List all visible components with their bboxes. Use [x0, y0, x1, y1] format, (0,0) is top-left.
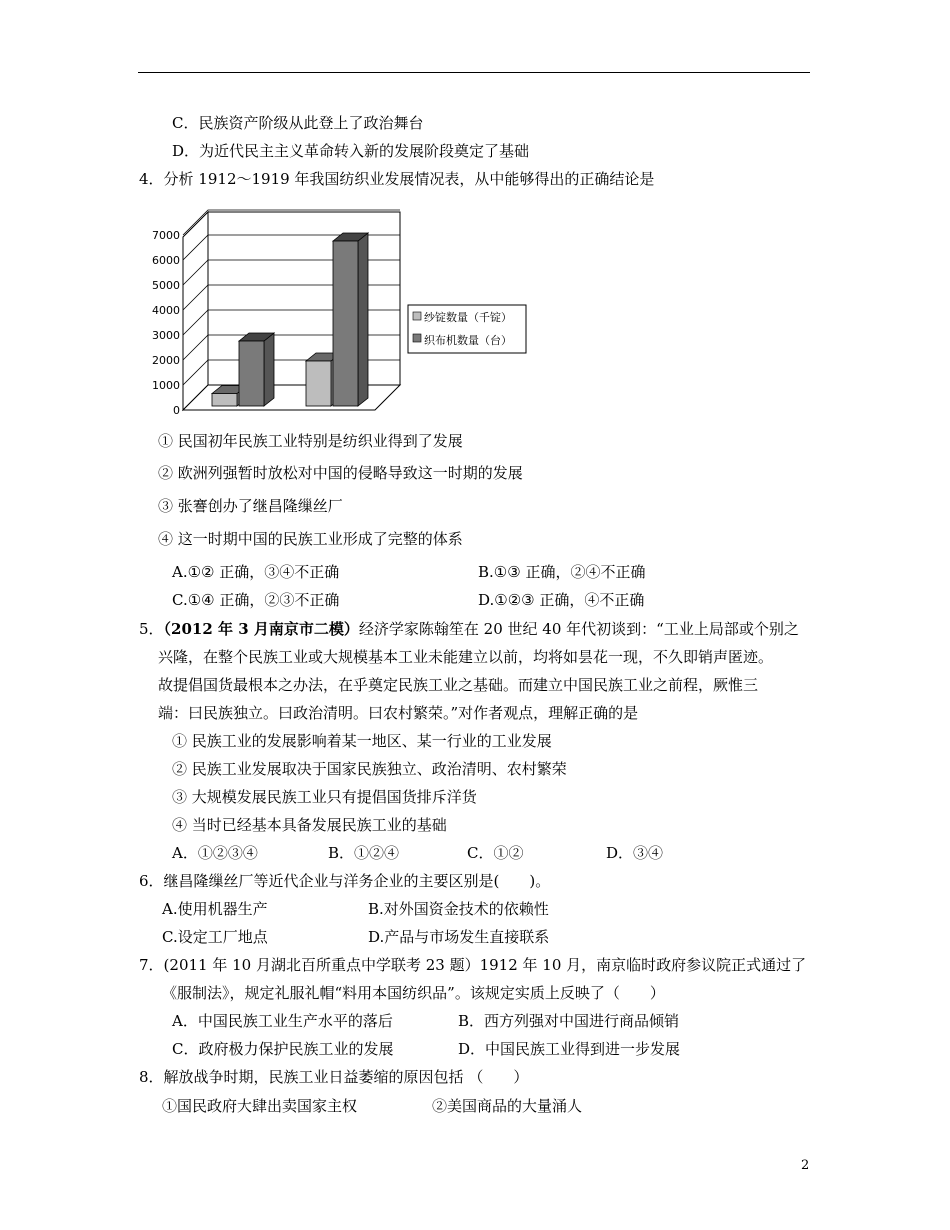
q7-line-2: 《服制法》，规定礼服礼帽“料用本国纺织品”。该规定实质上反映了（ ） [162, 984, 665, 1002]
q7-option-a: A．中国民族工业生产水平的落后 [172, 1012, 393, 1030]
legend-label-looms: 织布机数量（台） [424, 334, 512, 347]
y-tick-label: 1000 [152, 379, 180, 392]
legend-swatch-spindles [413, 312, 421, 320]
q8-statement-1: ①国民政府大肆出卖国家主权 [162, 1097, 358, 1115]
q5-number: 5． [139, 620, 164, 638]
bar-front [239, 341, 264, 406]
header-rule [138, 72, 810, 73]
q4-statement-2: ② 欧洲列强暂时放松对中国的侵略导致这一时期的发展 [158, 464, 523, 482]
q8-stem: 8．解放战争时期，民族工业日益萎缩的原因包括 （ ） [139, 1068, 529, 1086]
chart-side-wall [183, 212, 208, 410]
q6-stem: 6．继昌隆缫丝厂等近代企业与洋务企业的主要区别是( )。 [139, 872, 551, 890]
q5-line-1-text: 经济学家陈翰笙在 20 世纪 40 年代初谈到：“工业上局部或个别之 [358, 620, 799, 638]
q5-option-b: B．①②④ [328, 844, 400, 862]
q6-option-a: A.使用机器生产 [162, 900, 268, 918]
q4-option-c: C.①④ 正确，②③不正确 [172, 591, 340, 609]
chart-back-wall [208, 212, 400, 385]
bar-1919-looms [333, 233, 368, 406]
q5-statement-1: ① 民族工业的发展影响着某一地区、某一行业的工业发展 [172, 732, 552, 750]
q5-statement-4: ④ 当时已经基本具备发展民族工业的基础 [172, 816, 447, 834]
q6-option-d: D.产品与市场发生直接联系 [368, 928, 550, 946]
bar-1912-looms [239, 333, 274, 406]
q3-option-d: D．为近代民主主义革命转入新的发展阶段奠定了基础 [172, 142, 530, 160]
q4-option-a: A.①② 正确，③④不正确 [172, 563, 340, 581]
y-tick-label: 7000 [152, 229, 180, 242]
textile-bar-chart [150, 205, 550, 425]
bar-front [306, 361, 331, 406]
q6-option-c: C.设定工厂地点 [162, 928, 268, 946]
q5-statement-3: ③ 大规模发展民族工业只有提倡国货排斥洋货 [172, 788, 477, 806]
q4-statement-4: ④ 这一时期中国的民族工业形成了完整的体系 [158, 530, 463, 548]
q5-line-4: 端：曰民族独立。曰政治清明。曰农村繁荣。”对作者观点，理解正确的是 [158, 704, 639, 722]
legend-label-spindles: 纱锭数量（千锭） [424, 311, 512, 324]
y-tick-label: 0 [173, 404, 180, 417]
bar-side [358, 233, 368, 406]
q4-statement-3: ③ 张謇创办了继昌隆缫丝厂 [158, 497, 343, 515]
y-tick-label: 3000 [152, 329, 180, 342]
q5-line-1 [139, 619, 799, 639]
q7-option-b: B．西方列强对中国进行商品倾销 [458, 1012, 680, 1030]
y-tick-label: 6000 [152, 254, 180, 267]
q3-option-c: C．民族资产阶级从此登上了政治舞台 [172, 114, 424, 132]
q5-source: （2012 年 3 月南京市二模） [163, 620, 359, 638]
page-number: 2 [801, 1158, 810, 1173]
legend-swatch-looms [413, 334, 421, 342]
q5-line-2: 兴隆，在整个民族工业或大规模基本工业未能建立以前，均将如昙花一现，不久即销声匿迹。 [158, 648, 774, 666]
y-tick-label: 4000 [152, 304, 180, 317]
q5-statement-2: ② 民族工业发展取决于国家民族独立、政治清明、农村繁荣 [172, 760, 567, 778]
chart-legend [408, 305, 526, 353]
q4-statement-1: ① 民国初年民族工业特别是纺织业得到了发展 [158, 432, 463, 450]
q5-line-3: 故提倡国货最根本之办法，在乎奠定民族工业之基础。而建立中国民族工业之前程，厥惟三 [158, 676, 759, 694]
q4-stem: 4．分析 1912～1919 年我国纺织业发展情况表，从中能够得出的正确结论是 [139, 170, 655, 188]
chart-y-ticks [152, 229, 180, 417]
y-tick-label: 5000 [152, 279, 180, 292]
bar-side [264, 333, 274, 406]
y-tick-label: 2000 [152, 354, 180, 367]
q4-option-d: D.①②③ 正确，④不正确 [478, 591, 645, 609]
q5-option-d: D．③④ [606, 844, 664, 862]
q8-statement-2: ②美国商品的大量涌人 [432, 1097, 583, 1115]
q5-option-c: C．①② [467, 844, 524, 862]
bar-front [333, 241, 358, 406]
q4-option-b: B.①③ 正确，②④不正确 [478, 563, 646, 581]
bar-front [212, 394, 237, 407]
q6-option-b: B.对外国资金技术的依赖性 [368, 900, 549, 918]
q7-line-1: 7．(2011 年 10 月湖北百所重点中学联考 23 题）1912 年 10 月，南京临时政府参议院正式通过了 [139, 956, 807, 974]
q7-option-d: D．中国民族工业得到进一步发展 [458, 1040, 681, 1058]
q7-option-c: C．政府极力保护民族工业的发展 [172, 1040, 394, 1058]
q5-option-a: A．①②③④ [172, 844, 258, 862]
